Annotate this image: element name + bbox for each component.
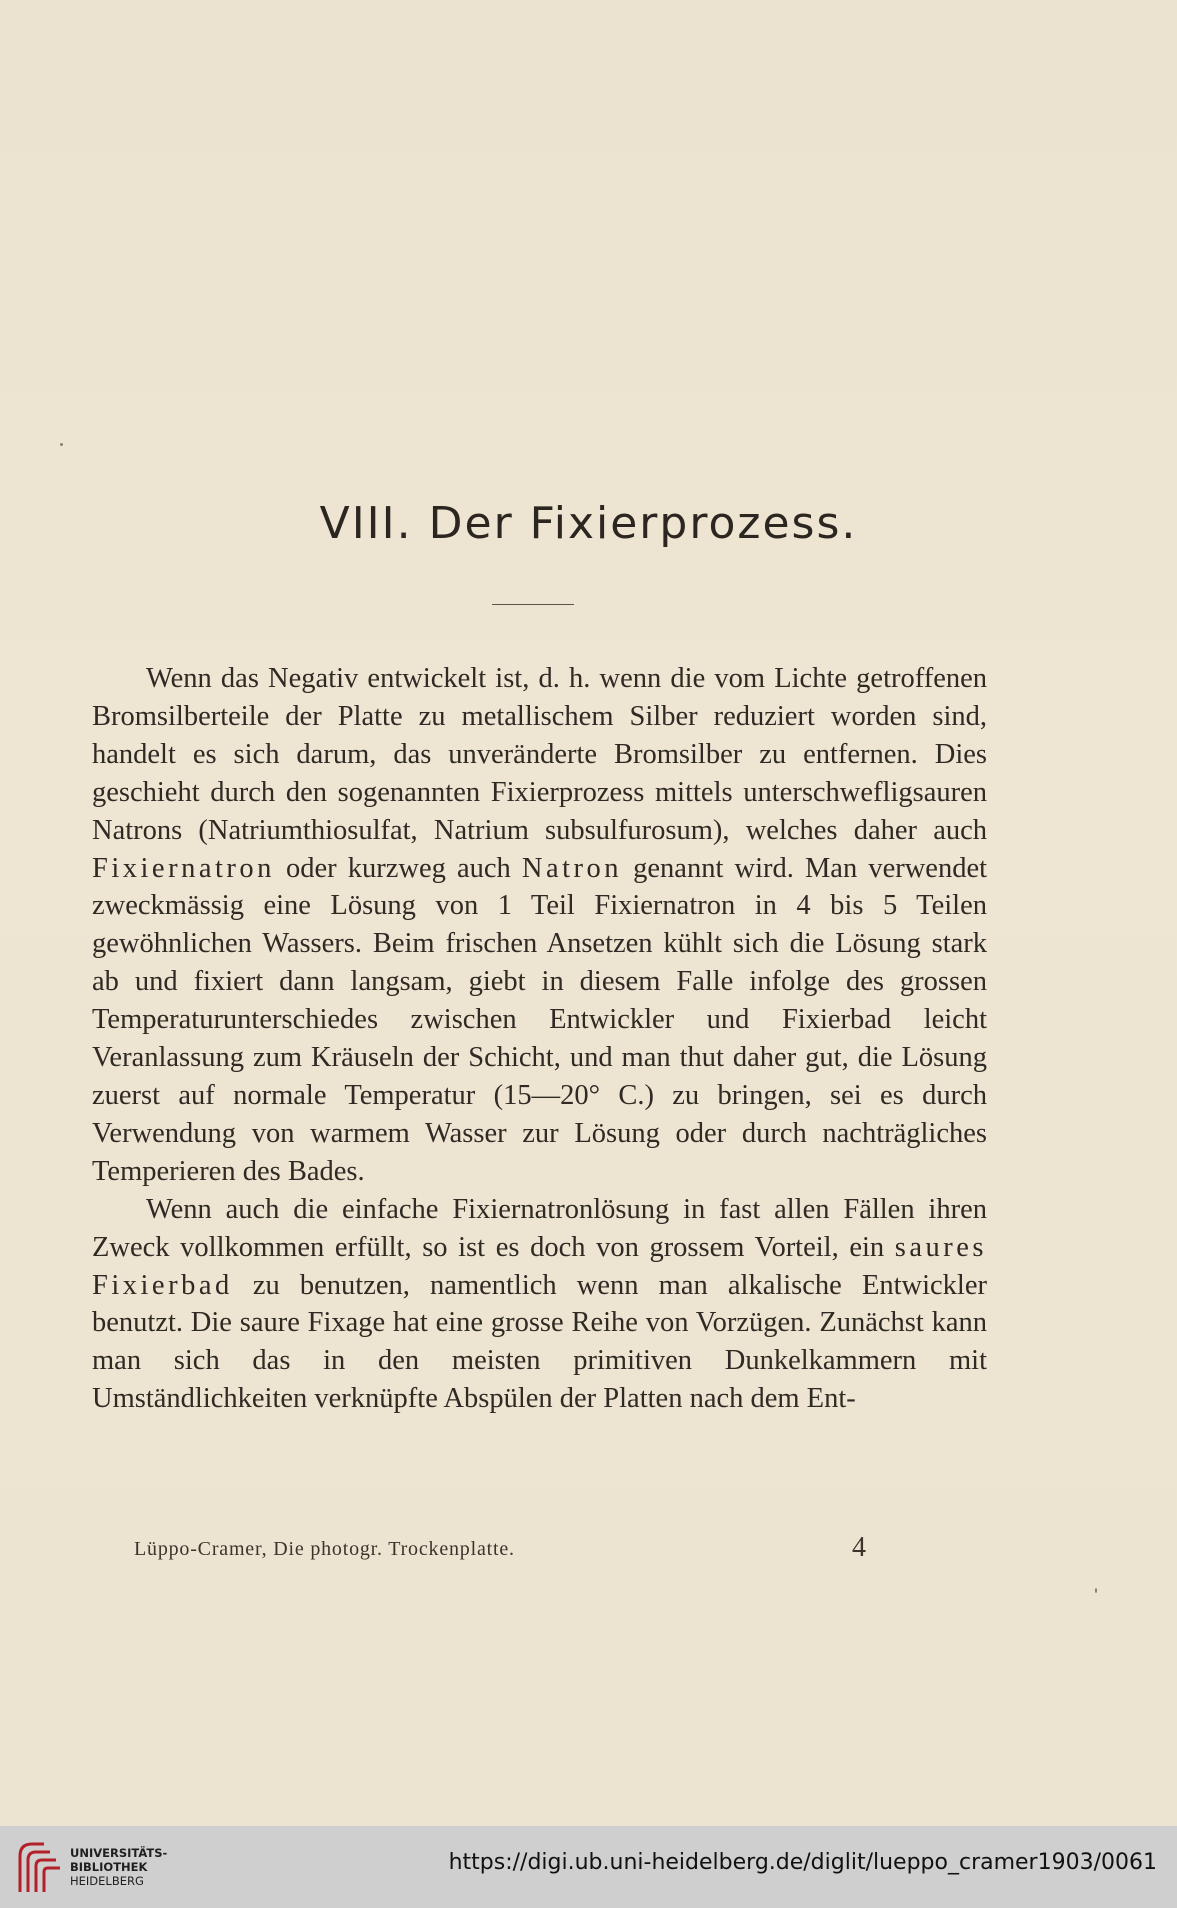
signature-number: 4	[852, 1532, 866, 1563]
library-name-line: HEIDELBERG	[70, 1874, 144, 1888]
text-run: oder kurzweg auch	[274, 852, 522, 884]
emphasized-term: Natron	[521, 852, 623, 884]
body-paragraph	[92, 1191, 987, 1418]
ub-heidelberg-logo-icon	[14, 1838, 64, 1896]
text-run: zu benutzen, namentlich wenn man alkalische Entwickler benutzt. Die saure Fixage hat eine grosse Reihe von Vorzügen. Zunächst kann man sich das in den meisten primitiven Dunkelkammern mit Umständlichkeiten verknüpfte Abspülen der Platten nach dem Ent-	[92, 1269, 987, 1415]
body-text	[92, 660, 987, 1418]
library-name-line: BIBLIOTHEK	[70, 1860, 148, 1874]
text-run: Wenn auch die einfache Fixiernatronlösung in fast allen Fällen ihren Zweck vollkommen erfüllt, so ist es doch von grossem Vorteil, ein	[92, 1193, 987, 1263]
paper-speck	[1095, 1588, 1097, 1593]
paper-speck	[60, 443, 63, 446]
emphasized-term: saures Fixierbad	[92, 1231, 987, 1301]
chapter-heading: VIII. Der Fixierprozess.	[319, 498, 858, 549]
text-run: Wenn das Negativ entwickelt ist, d. h. wenn die vom Lichte getroffenen Bromsilberteile der Platte zu metallischem Silber reduziert worden sind, handelt es sich darum, das unveränderte Bromsilber zu entfernen. Dies geschieht durch den sogenannten Fixierprozess mittels unterschwefligsauren Natrons (Natriumthiosulfat, Natrium subsulfurosum), welches daher auch	[92, 663, 987, 846]
viewer-footer-bar	[0, 1826, 1177, 1908]
text-run: genannt wird. Man verwendet zweckmässig eine Lösung von 1 Teil Fixiernatron in 4 bis 5 Teilen gewöhnlichen Wassers. Beim frischen Ansetzen kühlt sich die Lösung stark ab und fixiert dann langsam, giebt in diesem Falle infolge des grossen Temperaturunterschiedes zwischen Entwickler und Fixierbad leicht Veranlassung zum Kräuseln der Schicht, und man thut daher gut, die Lösung zuerst auf normale Temperatur (15—20° C.) zu bringen, sei es durch Verwendung von warmem Wasser zur Lösung oder durch nachträgliches Temperieren des Bades.	[92, 852, 988, 1187]
library-name	[70, 1846, 167, 1888]
body-paragraph	[92, 660, 987, 1191]
library-name-line: UNIVERSITÄTS-	[70, 1846, 168, 1860]
permalink-url[interactable]: https://digi.ub.uni-heidelberg.de/diglit/lueppo_cramer1903/0061	[448, 1850, 1157, 1875]
footer-source-line: Lüppo-Cramer, Die photogr. Trockenplatte.	[134, 1538, 515, 1560]
emphasized-term: Fixiernatron	[92, 852, 275, 884]
heading-divider	[492, 604, 574, 605]
